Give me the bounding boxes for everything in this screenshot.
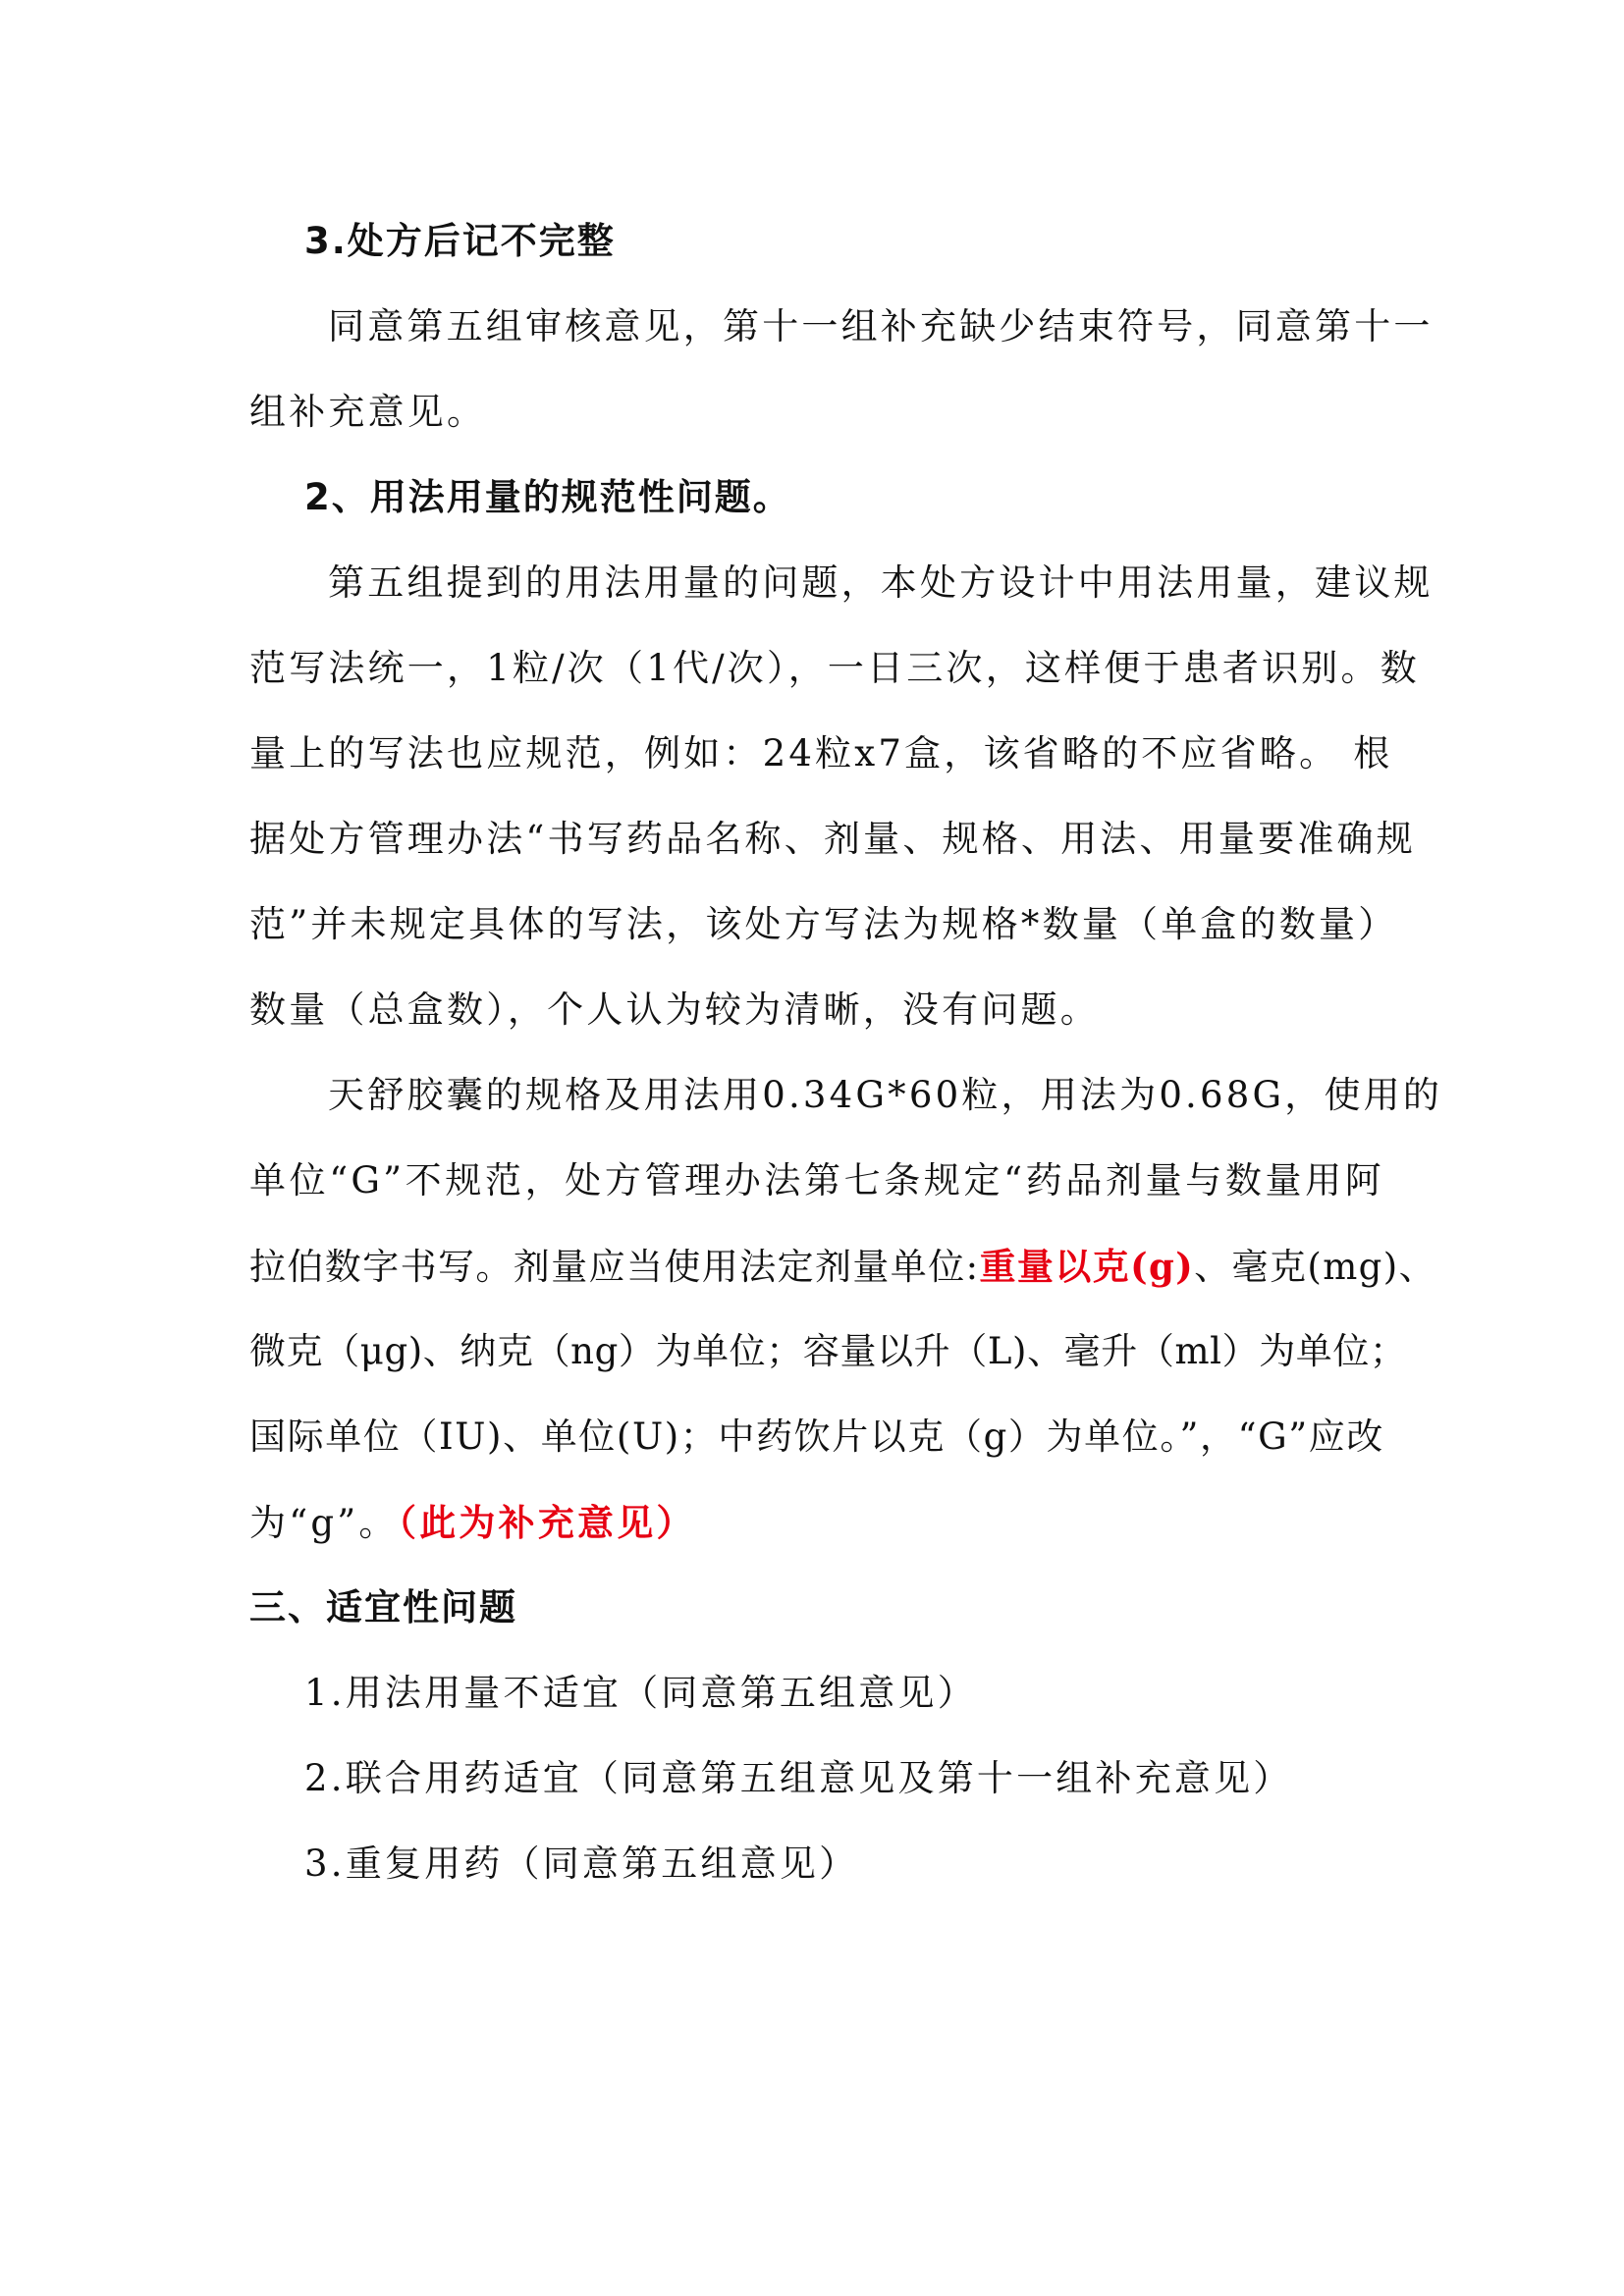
paragraph-line: 天舒胶囊的规格及用法用0.34G*60粒，用法为0.68G，使用的: [328, 1074, 1443, 1116]
paragraph-line: 量上的写法也应规范，例如：24粒x7盒，该省略的不应省略。 根: [249, 732, 1393, 774]
paragraph-line: 据处方管理办法“书写药品名称、剂量、规格、用法、用量要准确规: [249, 818, 1416, 860]
paragraph-text: 拉伯数字书写。剂量应当使用法定剂量单位:: [249, 1246, 980, 1288]
paragraph-line: [249, 1497, 1384, 1549]
section-heading-suitability: 三、适宜性问题: [249, 1586, 517, 1629]
paragraph-line: 微克（μg)、纳克（ng）为单位；容量以升（L)、毫升（ml）为单位；: [249, 1330, 1407, 1372]
paragraph-line: 同意第五组审核意见，第十一组补充缺少结束符号，同意第十一: [328, 305, 1434, 347]
list-item: 2.联合用药适宜（同意第五组意见及第十一组补充意见）: [304, 1757, 1293, 1799]
paragraph-text: 、毫克(mg)、: [1194, 1246, 1436, 1288]
section-heading-prescription-note: 3.处方后记不完整: [304, 220, 616, 262]
highlighted-text: 重量以克(g): [979, 1245, 1195, 1288]
paragraph-line: 范写法统一，1粒/次（1代/次），一日三次，这样便于患者识别。数: [249, 647, 1420, 689]
list-item: 1.用法用量不适宜（同意第五组意见）: [304, 1672, 977, 1714]
paragraph-line: 第五组提到的用法用量的问题，本处方设计中用法用量，建议规: [328, 561, 1434, 604]
supplementary-note: （此为补充意见）: [398, 1501, 696, 1544]
paragraph-line: [249, 1241, 1436, 1293]
section-heading-dosage-standard: 2、用法用量的规范性问题。: [304, 476, 791, 518]
paragraph-text: 为“g”。: [249, 1502, 399, 1544]
paragraph-line: 数量（总盒数），个人认为较为清晰，没有问题。: [249, 988, 1100, 1031]
list-item: 3.重复用药（同意第五组意见）: [304, 1842, 859, 1885]
paragraph-line: 组补充意见。: [249, 391, 487, 433]
paragraph-line: 单位“G”不规范，处方管理办法第七条规定“药品剂量与数量用阿: [249, 1159, 1384, 1201]
paragraph-line: 范”并未规定具体的写法，该处方写法为规格*数量（单盒的数量）: [249, 903, 1398, 945]
paragraph-line: 国际单位（IU)、单位(U)；中药饮片以克（g）为单位。”，“G”应改: [249, 1415, 1384, 1458]
